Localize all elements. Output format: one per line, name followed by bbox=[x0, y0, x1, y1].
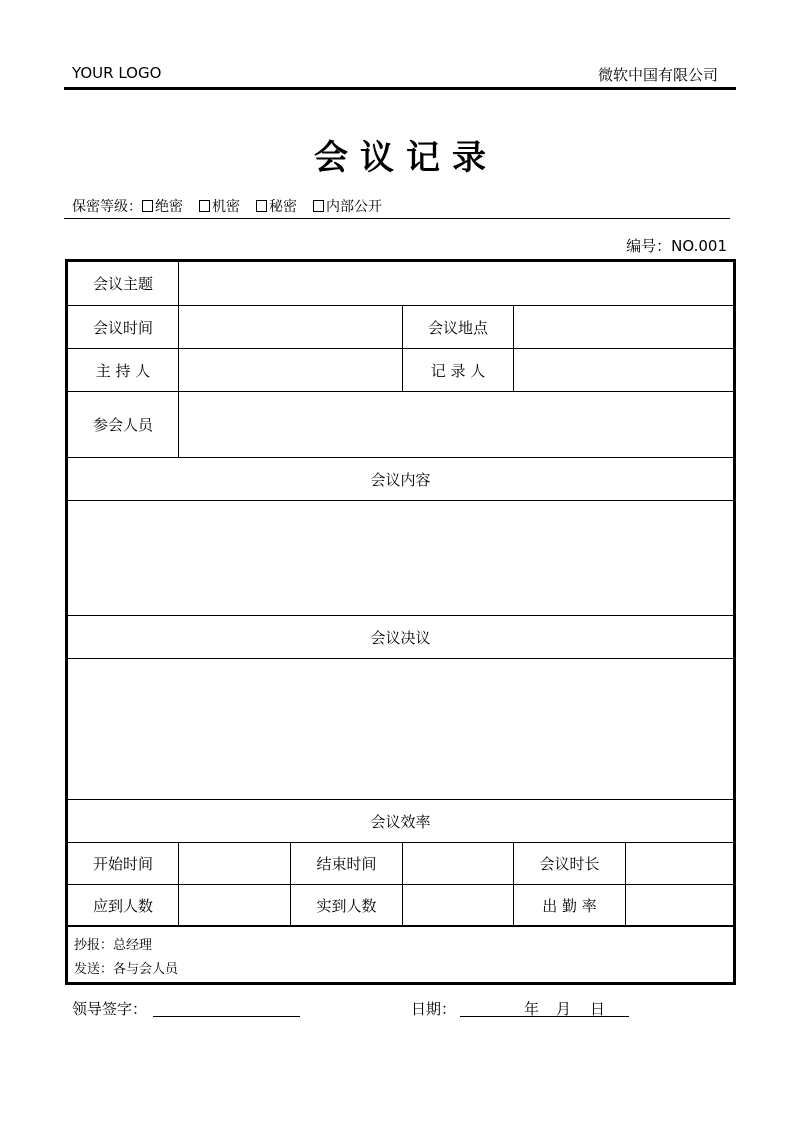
checkbox-confidential[interactable]: 机密 bbox=[199, 199, 240, 215]
section-content-header bbox=[68, 458, 733, 501]
logo-text: YOUR LOGO bbox=[72, 64, 162, 82]
meeting-form bbox=[65, 259, 736, 985]
date-label: 日期： bbox=[411, 1000, 457, 1018]
resolution-field[interactable] bbox=[68, 659, 733, 800]
label-duration: 会议时长 bbox=[514, 843, 626, 884]
actual-count-field[interactable] bbox=[403, 885, 514, 925]
attendees-field[interactable] bbox=[179, 392, 733, 457]
company-name: 微软中国有限公司 bbox=[597, 66, 718, 84]
signature-label: 领导签字： bbox=[72, 1000, 148, 1018]
section-content-title: 会议内容 bbox=[370, 470, 431, 489]
page-title: 会议记录 bbox=[314, 138, 498, 178]
duration-field[interactable] bbox=[626, 843, 733, 884]
distribution-block bbox=[74, 934, 178, 982]
checkbox-top-secret[interactable]: 绝密 bbox=[142, 199, 183, 215]
date-day-label: 日 bbox=[590, 1000, 606, 1018]
label-end-time: 结束时间 bbox=[291, 843, 403, 884]
form-row-attendees bbox=[68, 392, 733, 458]
content-field[interactable] bbox=[68, 501, 733, 616]
label-attendees: 参会人员 bbox=[68, 392, 179, 457]
start-time-field[interactable] bbox=[179, 843, 291, 884]
checkbox-icon bbox=[256, 200, 267, 212]
time-field[interactable] bbox=[179, 306, 403, 348]
label-actual-count: 实到人数 bbox=[291, 885, 403, 925]
document-number: 编号：NO.001 bbox=[626, 237, 727, 255]
label-host: 主 持 人 bbox=[68, 349, 179, 391]
form-row-times bbox=[68, 843, 733, 885]
classification-label: 保密等级： bbox=[72, 199, 142, 215]
label-topic: 会议主题 bbox=[68, 262, 179, 305]
section-resolution-title: 会议决议 bbox=[370, 628, 431, 647]
host-field[interactable] bbox=[179, 349, 403, 391]
form-row-time bbox=[68, 306, 733, 349]
section-resolution-header bbox=[68, 616, 733, 659]
form-row-counts bbox=[68, 885, 733, 927]
classification-row bbox=[72, 196, 398, 216]
section-efficiency-title: 会议效率 bbox=[370, 812, 431, 831]
label-expected-count: 应到人数 bbox=[68, 885, 179, 925]
checkbox-icon bbox=[199, 200, 210, 212]
recorder-field[interactable] bbox=[514, 349, 733, 391]
form-row-host bbox=[68, 349, 733, 392]
date-year-label: 年 bbox=[524, 1000, 540, 1018]
attendance-rate-field[interactable] bbox=[626, 885, 733, 925]
cc-line: 抄报：总经理 bbox=[74, 938, 153, 953]
send-to-line: 发送：各与会人员 bbox=[74, 962, 179, 977]
checkbox-secret[interactable]: 秘密 bbox=[256, 199, 297, 215]
label-recorder: 记 录 人 bbox=[403, 349, 514, 391]
date-month-label: 月 bbox=[556, 1000, 572, 1018]
label-time: 会议时间 bbox=[68, 306, 179, 348]
topic-field[interactable] bbox=[179, 262, 733, 305]
label-start-time: 开始时间 bbox=[68, 843, 179, 884]
signature-field[interactable] bbox=[153, 1016, 300, 1017]
classification-divider bbox=[64, 218, 730, 219]
label-attendance-rate: 出 勤 率 bbox=[514, 885, 626, 925]
form-row-topic bbox=[68, 262, 733, 306]
section-efficiency-header bbox=[68, 800, 733, 843]
location-field[interactable] bbox=[514, 306, 733, 348]
checkbox-internal[interactable]: 内部公开 bbox=[313, 199, 382, 215]
header-divider bbox=[64, 87, 736, 90]
checkbox-icon bbox=[313, 200, 324, 212]
checkbox-icon bbox=[142, 200, 153, 212]
expected-count-field[interactable] bbox=[179, 885, 291, 925]
label-location: 会议地点 bbox=[403, 306, 514, 348]
end-time-field[interactable] bbox=[403, 843, 514, 884]
